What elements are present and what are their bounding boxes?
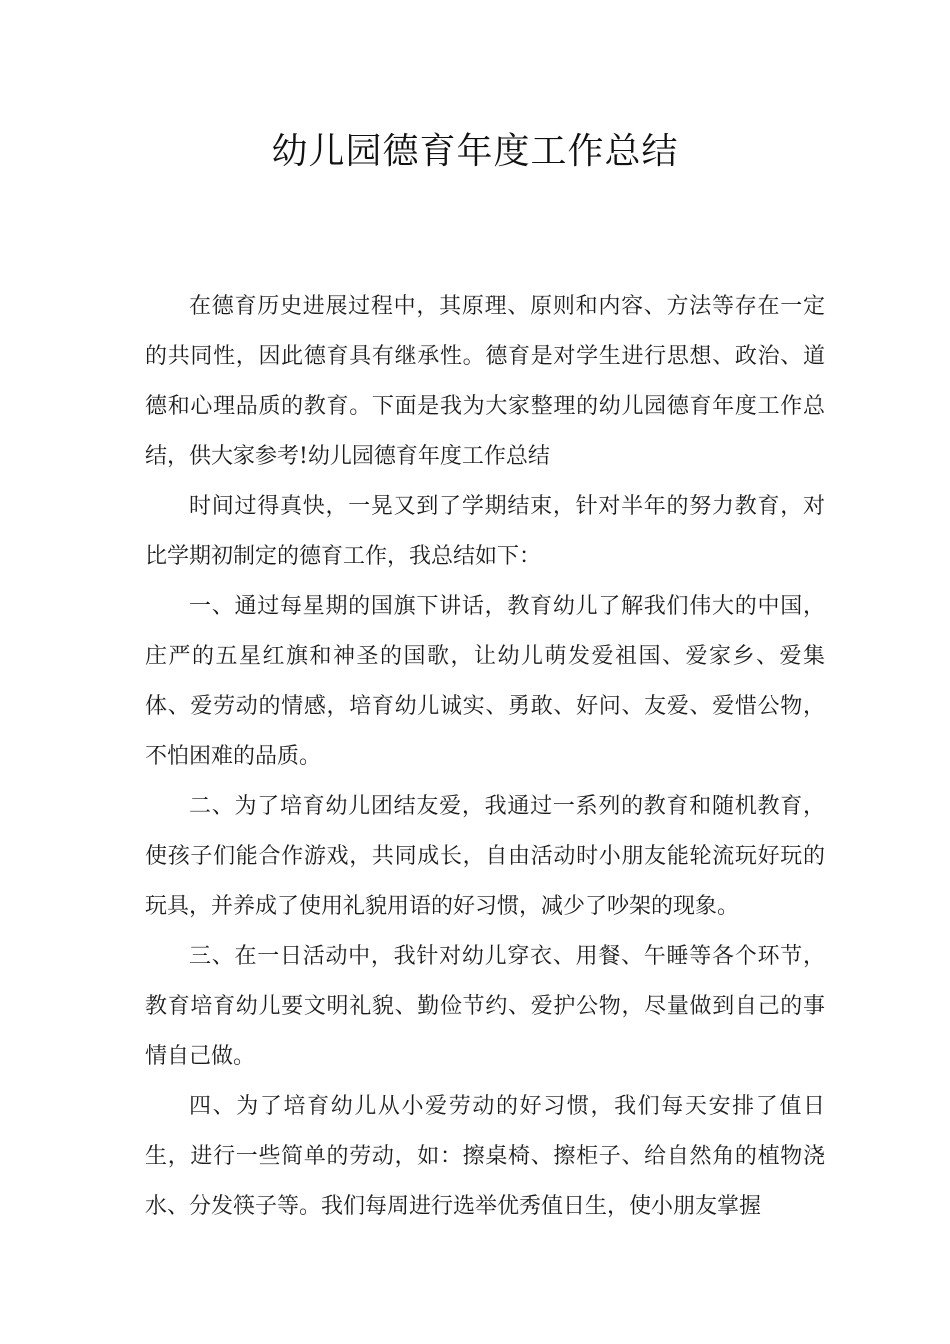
- paragraph-point-2: 二、为了培育幼儿团结友爱，我通过一系列的教育和随机教育，使孩子们能合作游戏，共同成长，自由活动时小朋友能轮流玩好玩的玩具，并养成了使用礼貌用语的好习惯，减少了吵架的现象。: [145, 794, 825, 919]
- document-title: 幼儿园德育年度工作总结: [271, 131, 679, 172]
- paragraph-overview: 时间过得真快，一晃又到了学期结束，针对半年的努力教育，对比学期初制定的德育工作，我总结如下：: [145, 494, 825, 569]
- paragraph-point-4: 四、为了培育幼儿从小爱劳动的好习惯，我们每天安排了值日生，进行一些简单的劳动，如：擦桌椅、擦柜子、给自然角的植物浇水、分发筷子等。我们每周进行选举优秀值日生，使小朋友掌握: [145, 1094, 825, 1219]
- paragraph-point-3: 三、在一日活动中，我针对幼儿穿衣、用餐、午睡等各个环节，教育培育幼儿要文明礼貌、勤俭节约、爱护公物，尽量做到自己的事情自己做。: [145, 944, 825, 1069]
- paragraph-intro: 在德育历史进展过程中，其原理、原则和内容、方法等存在一定的共同性，因此德育具有继承性。德育是对学生进行思想、政治、道德和心理品质的教育。下面是我为大家整理的幼儿园德育年度工作总结，供大家参考!幼儿园德育年度工作总结: [145, 294, 825, 469]
- document-body: [145, 282, 825, 1232]
- paragraph-point-1: 一、通过每星期的国旗下讲话，教育幼儿了解我们伟大的中国，庄严的五星红旗和神圣的国歌，让幼儿萌发爱祖国、爱家乡、爱集体、爱劳动的情感，培育幼儿诚实、勇敢、好问、友爱、爱惜公物，不怕困难的品质。: [145, 594, 825, 769]
